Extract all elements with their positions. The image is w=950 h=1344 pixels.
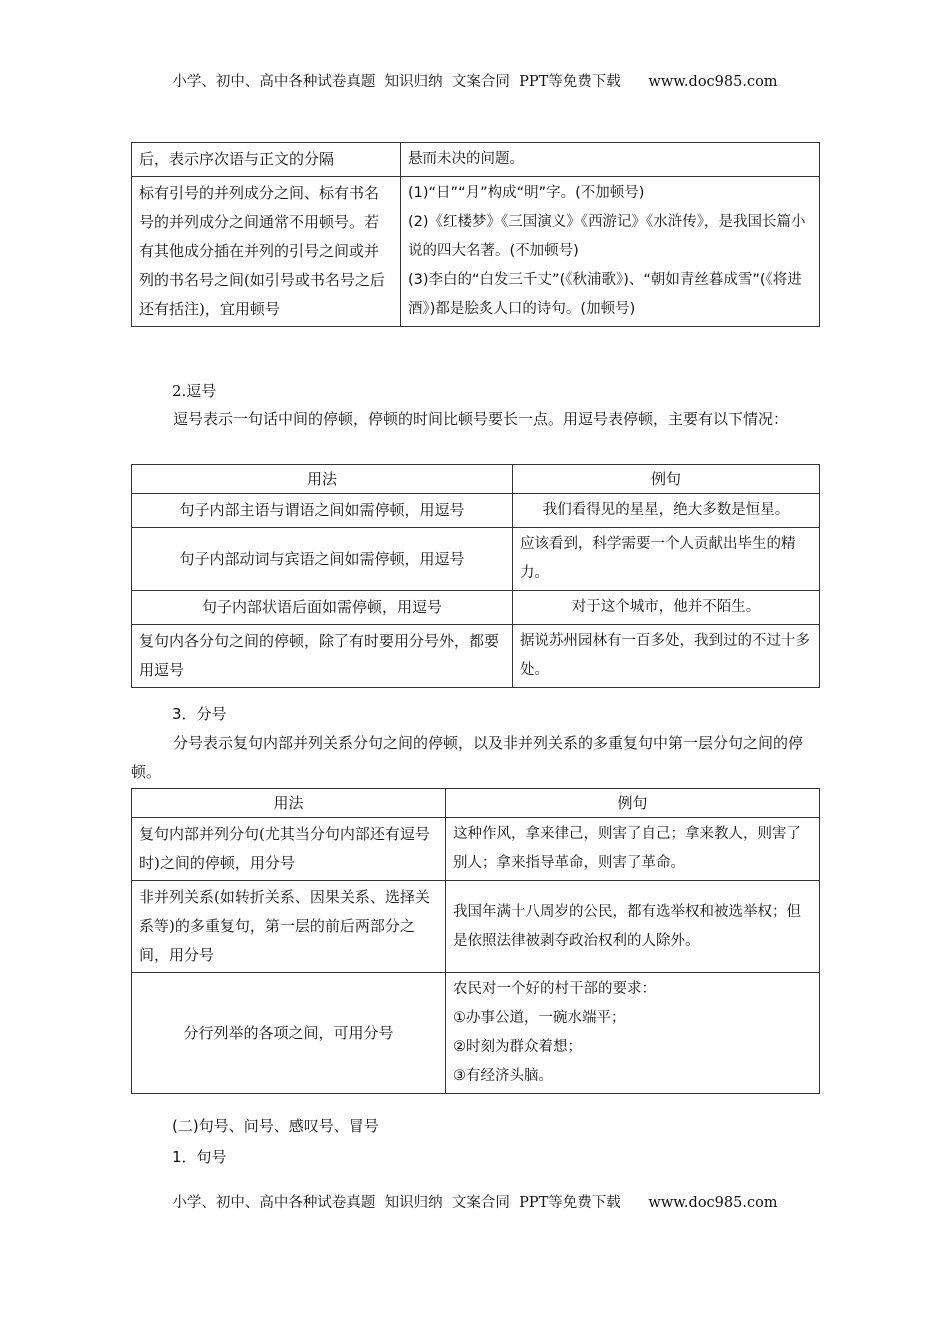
column-header-usage: 用法 — [132, 465, 513, 494]
section-title-semicolon: 3．分号 — [172, 705, 227, 723]
section-title-group-two: (二)句号、问号、感叹号、冒号 — [172, 1117, 379, 1135]
section-title-period: 1．句号 — [172, 1148, 227, 1166]
example-cell: 这种作风，拿来律己，则害了自己；拿来教人，则害了别人；拿来指导革命，则害了革命。 — [446, 818, 820, 881]
dunhao-table — [131, 142, 820, 327]
page-header: 小学、初中、高中各种试卷真题 知识归纳 文案合同 PPT等免费下载 www.doc985.com — [172, 74, 778, 90]
usage-cell: 复句内部并列分句(尤其当分句内部还有逗号时)之间的停顿，用分号 — [132, 818, 446, 881]
table-row — [132, 881, 820, 973]
example-cell: 悬而未决的问题。 — [401, 143, 820, 177]
usage-cell: 后，表示序次语与正文的分隔 — [132, 143, 401, 177]
column-header-example: 例句 — [513, 465, 820, 494]
table-row — [132, 818, 820, 881]
usage-cell: 句子内部动词与宾语之间如需停顿，用逗号 — [132, 528, 513, 591]
table-row — [132, 591, 820, 625]
example-cell: 农民对一个好的村干部的要求： ①办事公道，一碗水端平； ②时刻为群众着想； ③有经济头脑。 — [446, 973, 820, 1094]
semicolon-table — [131, 788, 820, 1094]
section-intro-semicolon: 分号表示复句内部并列关系分句之间的停顿，以及非并列关系的多重复句中第一层分句之间的停顿。 — [131, 734, 804, 781]
table-header-row — [132, 465, 820, 494]
usage-cell: 分行列举的各项之间，可用分号 — [132, 973, 446, 1094]
section-intro-comma: 逗号表示一句话中间的停顿，停顿的时间比顿号要长一点。用逗号表停顿，主要有以下情况： — [173, 410, 789, 428]
usage-cell: 标有引号的并列成分之间、标有书名号的并列成分之间通常不用顿号。若有其他成分插在并列的引号之间或并列的书名号之间(如引号或书名号之后还有括注)，宜用顿号 — [132, 177, 401, 327]
usage-cell: 复句内各分句之间的停顿，除了有时要用分号外，都要用逗号 — [132, 625, 513, 688]
table-header-row — [132, 789, 820, 818]
page-footer: 小学、初中、高中各种试卷真题 知识归纳 文案合同 PPT等免费下载 www.doc985.com — [172, 1195, 778, 1211]
section-title-comma: 2.逗号 — [172, 382, 217, 400]
comma-table — [131, 464, 820, 688]
usage-cell: 非并列关系(如转折关系、因果关系、选择关系等)的多重复句，第一层的前后两部分之间，用分号 — [132, 881, 446, 973]
table-row — [132, 528, 820, 591]
table-row — [132, 625, 820, 688]
table-row — [132, 177, 820, 327]
example-cell: 对于这个城市，他并不陌生。 — [513, 591, 820, 625]
example-cell: 据说苏州园林有一百多处，我到过的不过十多处。 — [513, 625, 820, 688]
table-row — [132, 494, 820, 528]
usage-cell: 句子内部状语后面如需停顿，用逗号 — [132, 591, 513, 625]
column-header-usage: 用法 — [132, 789, 446, 818]
table-row — [132, 143, 820, 177]
usage-cell: 句子内部主语与谓语之间如需停顿，用逗号 — [132, 494, 513, 528]
table-row — [132, 973, 820, 1094]
column-header-example: 例句 — [446, 789, 820, 818]
example-cell: 应该看到，科学需要一个人贡献出毕生的精力。 — [513, 528, 820, 591]
example-cell: 我国年满十八周岁的公民，都有选举权和被选举权；但是依照法律被剥夺政治权利的人除外。 — [446, 881, 820, 973]
example-cell: 我们看得见的星星，绝大多数是恒星。 — [513, 494, 820, 528]
example-cell: (1)“日”“月”构成“明”字。(不加顿号) (2)《红楼梦》《三国演义》《西游记》《水浒传》，是我国长篇小说的四大名著。(不加顿号) (3)李白的“白发三千丈”(《秋浦歌》)、“朝如青丝暮成雪”(《将进酒》)都是脍炙人口的诗句。(加顿号) — [401, 177, 820, 327]
